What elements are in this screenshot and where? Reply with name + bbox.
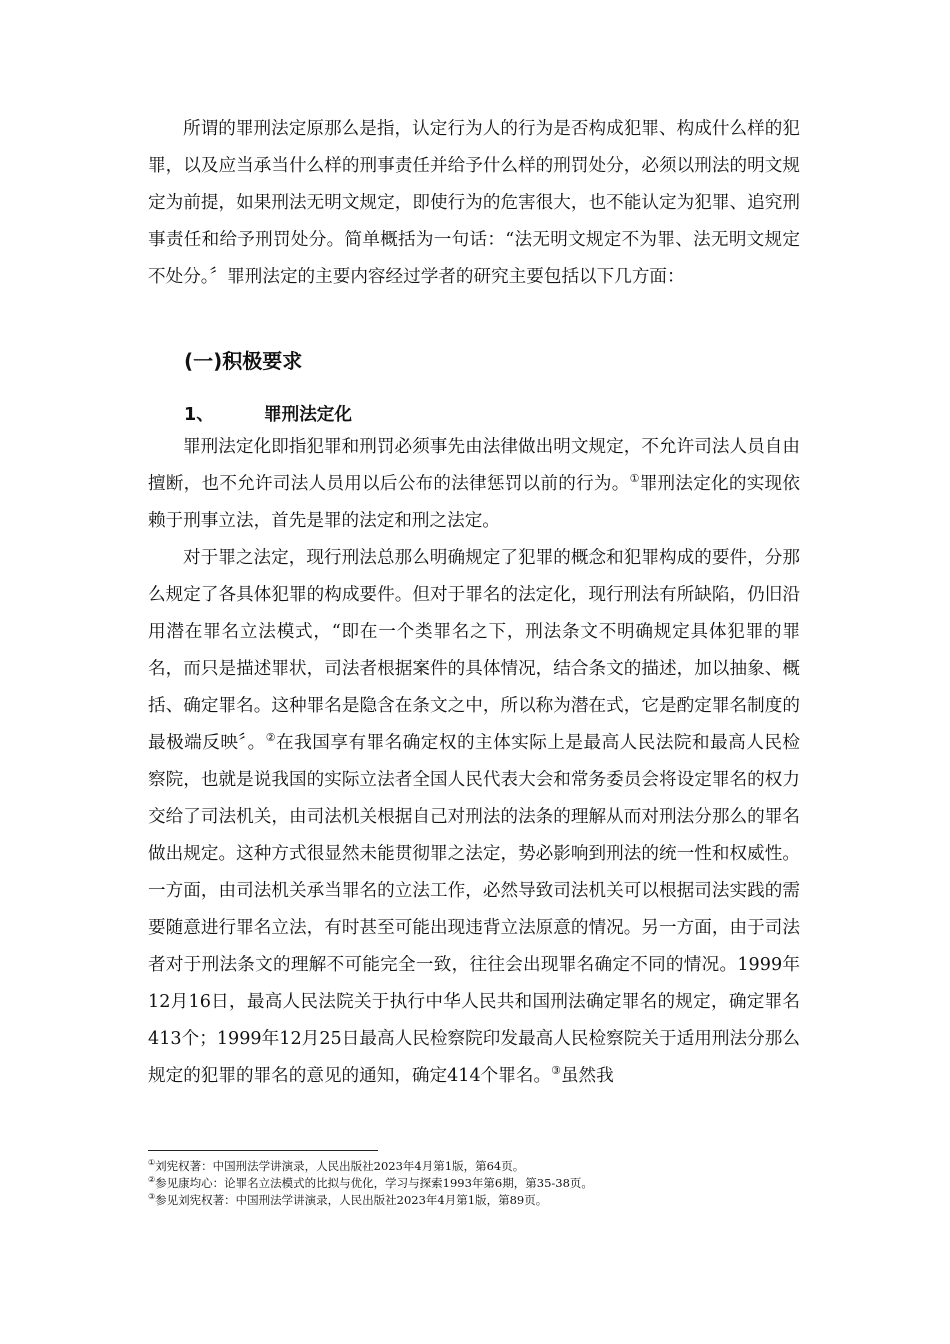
sub-heading — [184, 401, 352, 426]
footnote-text: 参见康均心：论罪名立法模式的比拟与优化，学习与探索1993年第6期，第35-38页。 — [155, 1176, 593, 1190]
analysis-text-cont: 在我国享有罪名确定权的主体实际上是最高人民法院和最高人民检察院，也就是说我国的实际立法者全国人民代表大会和常务委员会将设定罪名的权力交给了司法机关，由司法机关根据自己对刑法的法条的理解从而对刑法分那么的罪名做出规定。这种方式很显然未能贯彻罪之法定，势必影响到刑法的统一性和权威性。一方面，由司法机关承当罪名的立法工作，必然导致司法机关可以根据司法实践的需要随意进行罪名立法，有时甚至可能出现违背立法原意的情况。另一方面，由于司法者对于刑法条文的理解不可能完全一致，往往会出现罪名确定不同的情况。1999年12月16日，最高人民法院关于执行中华人民共和国刑法确定罪名的规定，确定罪名413个；1999年12月25日最高人民检察院印发最高人民检察院关于适用刑法分那么规定的犯罪的罪名的意见的通知，确定414个罪名。 — [148, 733, 800, 1086]
footnote-item — [148, 1158, 848, 1175]
definition-paragraph — [148, 429, 800, 540]
analysis-text-end: 虽然我 — [560, 1066, 614, 1086]
analysis-text: 对于罪之法定，现行刑法总那么明确规定了犯罪的概念和犯罪构成的要件，分那么规定了各具体犯罪的构成要件。但对于罪名的法定化，现行刑法有所缺陷，仍旧沿用潜在罪名立法模式，“即在一个类罪名之下，刑法条文不明确规定具体犯罪的罪名，而只是描述罪状，司法者根据案件的具体情况，结合条文的描述，加以抽象、概括、确定罪名。这种罪名是隐含在条文之中，所以称为潜在式，它是酌定罪名制度的最极端反映〞。 — [148, 548, 800, 753]
definition-text-cont: 罪刑法定化的实现依赖于刑事立法，首先是罪的法定和刑之法定。 — [148, 474, 800, 531]
footnote-item — [148, 1192, 848, 1209]
footnote-mark: ② — [148, 1175, 156, 1185]
footnote-item — [148, 1175, 848, 1192]
footnote-ref-1: ① — [629, 472, 640, 486]
footnote-divider — [148, 1150, 378, 1151]
footnotes — [148, 1158, 848, 1209]
footnote-ref-2: ② — [265, 731, 277, 745]
definition-text: 罪刑法定化即指犯罪和刑罚必须事先由法律做出明文规定，不允许司法人员自由擅断，也不允许司法人员用以后公布的法律惩罚以前的行为。 — [148, 437, 800, 494]
sub-heading-number: 1、 — [184, 405, 214, 425]
analysis-paragraph — [148, 540, 800, 1095]
sub-heading-title: 罪刑法定化 — [264, 405, 352, 425]
intro-paragraph: 所谓的罪刑法定原那么是指，认定行为人的行为是否构成犯罪、构成什么样的犯罪，以及应当承当什么样的刑事责任并给予什么样的刑罚处分，必须以刑法的明文规定为前提，如果刑法无明文规定，即使行为的危害很大，也不能认定为犯罪、追究刑事责任和给予刑罚处分。简单概括为一句话：“法无明文规定不为罪、法无明文规定不处分。〞罪刑法定的主要内容经过学者的研究主要包括以下几方面： — [148, 119, 800, 287]
footnote-mark: ① — [148, 1158, 156, 1168]
footnote-ref-3: ③ — [551, 1064, 561, 1078]
footnote-text: 参见刘宪权著：中国刑法学讲演录，人民出版社2023年4月第1版，第89页。 — [155, 1193, 548, 1207]
footnote-text: 刘宪权著：中国刑法学讲演录，人民出版社2023年4月第1版，第64页。 — [155, 1159, 525, 1173]
footnote-mark: ③ — [148, 1192, 156, 1202]
section-heading: (一)积极要求 — [184, 349, 303, 373]
intro-block — [148, 111, 800, 296]
body-block — [148, 429, 800, 1095]
